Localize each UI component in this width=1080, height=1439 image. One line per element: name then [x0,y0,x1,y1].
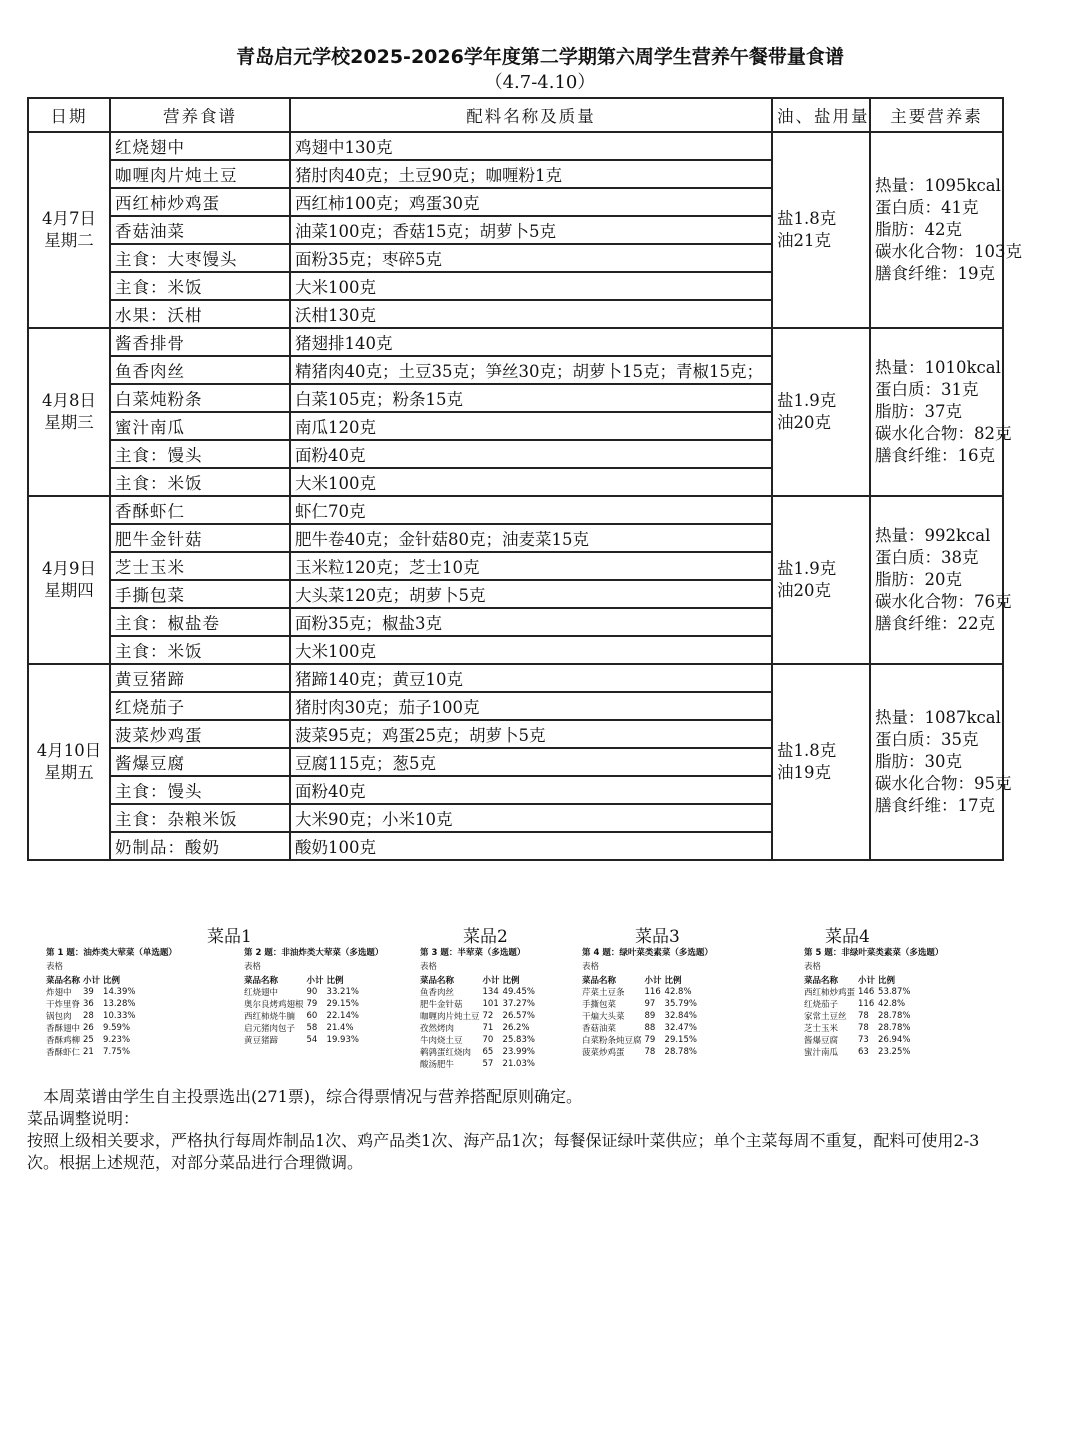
dish-ingredients: 虾仁70克 [290,496,772,524]
vote-col-count: 小计 [83,976,101,986]
weekday-text: 星期四 [44,581,94,600]
vote-header-row [420,974,538,986]
weekday-text: 星期五 [44,763,94,782]
vote-row [804,998,913,1010]
vote-dish: 白菜粉条炖豆腐 [582,1036,642,1046]
vote-dish: 香酥鸡柳 [46,1036,81,1046]
vote-count: 39 [83,987,94,997]
nutrition-fiber: 膳食纤维：17克 [875,796,995,815]
nutrition-carb: 碳水化合物：103克 [875,242,1022,261]
vote-ratio: 26.94% [878,1035,911,1045]
menu-body [28,132,1022,860]
dish-ingredients: 鸡翅中130克 [290,132,772,160]
vote-dish: 咖喱肉片炖土豆 [420,1012,480,1022]
vote-row [420,1010,538,1022]
dish-name: 水果：沃柑 [110,300,290,328]
vote-ratio: 42.8% [664,987,692,997]
vote-col-name: 菜品名称 [46,976,81,986]
vote-count: 65 [482,1047,494,1057]
nutrition-carb: 碳水化合物：95克 [875,774,1012,793]
adjust-title: 菜品调整说明： [27,1109,140,1128]
vote-row [420,1034,538,1046]
vote-ratio: 23.99% [502,1047,535,1057]
vote-ratio: 28.78% [664,1047,697,1057]
page-subtitle: （4.7-4.10） [484,72,596,93]
nutrition-cell [870,132,1022,328]
nutrition-protein: 蛋白质：31克 [875,380,979,399]
vote-col-count: 小计 [482,976,500,986]
category-title-2: 菜品2 [463,927,508,947]
category-title-4: 菜品4 [825,927,870,947]
dish-ingredients: 面粉35克；椒盐3克 [290,608,772,636]
vote-row [804,1034,913,1046]
vote-dish: 牛肉烧土豆 [420,1036,463,1046]
vote-row [244,1034,362,1046]
vote-count: 78 [644,1047,656,1057]
vote-result-table [420,974,538,1070]
date-text: 4月9日 [42,559,96,578]
vote-count: 57 [482,1059,494,1069]
vote-dish: 炸翅中 [46,988,72,998]
vote-ratio: 19.93% [326,1035,359,1045]
vote-ratio: 13.28% [103,999,136,1009]
vote-row [244,1010,362,1022]
date-text: 4月10日 [36,741,102,760]
notes [27,1086,1007,1174]
dish-name: 蜜汁南瓜 [110,412,290,440]
vote-dish: 启元猪肉包子 [244,1024,296,1034]
vote-row [420,986,538,998]
vote-row [244,986,362,998]
dish-name: 红烧茄子 [110,692,290,720]
vote-count: 58 [306,1023,318,1033]
vote-count: 116 [858,999,875,1009]
nutrition-carb: 碳水化合物：76克 [875,592,1012,611]
vote-row [420,998,538,1010]
dish-ingredients: 面粉35克；枣碎5克 [290,244,772,272]
dish-ingredients: 面粉40克 [290,776,772,804]
vote-dish: 鱼香肉丝 [420,988,455,998]
vote-dish: 黄豆猪蹄 [244,1036,279,1046]
nutrition-fat: 脂肪：20克 [875,570,962,589]
date-cell [28,664,110,860]
vote-row [804,986,913,998]
nutrition-energy: 热量：1087kcal [875,708,1001,727]
vote-table-5 [804,946,943,1058]
vote-dish: 鹌鹑蛋红烧肉 [420,1048,472,1058]
oil-salt-cell [772,496,870,664]
vote-count: 36 [83,999,94,1009]
vote-count: 21 [83,1047,94,1057]
vote-col-count: 小计 [644,976,662,986]
nutrition-fat: 脂肪：30克 [875,752,962,771]
vote-dish: 红烧茄子 [804,1000,839,1010]
dish-name: 主食：椒盐卷 [110,608,290,636]
vote-heading: 第 4 题：绿叶菜类素菜（多选题） [582,948,713,958]
vote-result-table [804,974,913,1058]
dish-ingredients: 豆腐115克；葱5克 [290,748,772,776]
vote-row [46,1034,138,1046]
nutrition-protein: 蛋白质：41克 [875,198,979,217]
vote-dish: 肥牛金针菇 [420,1000,463,1010]
header-date: 日期 [28,98,110,132]
vote-dish: 香酥翅中 [46,1024,81,1034]
page-title: 青岛启元学校2025-2026学年度第二学期第六周学生营养午餐带量食谱 [236,46,844,68]
vote-table-1 [46,946,177,1058]
vote-col-ratio: 比例 [502,976,520,986]
vote-dish: 干炸里脊 [46,1000,81,1010]
vote-dish: 酸汤肥牛 [420,1060,455,1070]
dish-name: 酱爆豆腐 [110,748,290,776]
dish-name: 西红柿炒鸡蛋 [110,188,290,216]
dish-name: 主食：大枣馒头 [110,244,290,272]
vote-ratio: 21.03% [502,1059,535,1069]
vote-row [46,998,138,1010]
vote-dish: 西红柿炒鸡蛋 [804,988,856,998]
vote-row [244,998,362,1010]
nutrition-energy: 热量：1095kcal [875,176,1001,195]
vote-ratio: 32.84% [664,1011,697,1021]
table-row [28,132,1003,160]
vote-dish: 奥尔良烤鸡翅根 [244,1000,304,1010]
dish-ingredients: 大头菜120克；胡萝卜5克 [290,580,772,608]
vote-row [582,1046,700,1058]
dish-ingredients: 猪肘肉30克；茄子100克 [290,692,772,720]
dish-name: 肥牛金针菇 [110,524,290,552]
vote-row [804,1022,913,1034]
vote-ratio: 29.15% [664,1035,697,1045]
dish-ingredients: 大米90克；小米10克 [290,804,772,832]
vote-heading: 第 3 题：半荤菜（多选题） [420,948,526,958]
dish-ingredients: 肥牛卷40克；金针菇80克；油麦菜15克 [290,524,772,552]
vote-heading: 第 5 题：非绿叶菜类素菜（多选题） [804,948,944,958]
dish-name: 鱼香肉丝 [110,356,290,384]
vote-count: 25 [83,1035,94,1045]
header-oil-salt: 油、盐用量 [772,98,870,132]
vote-subheading: 表格 [804,962,822,972]
vote-dish: 红烧翅中 [244,988,279,998]
category-titles [0,922,1080,946]
dish-ingredients: 油菜100克；香菇15克；胡萝卜5克 [290,216,772,244]
adjust-body: 按照上级相关要求，严格执行每周炸制品1次、鸡产品类1次、海产品1次；每餐保证绿叶菜供应；单个主菜每周不重复，配料可使用2-3次。根据上述规范，对部分菜品进行合理微调。 [27,1131,980,1172]
vote-row [804,1046,913,1058]
vote-count: 97 [644,999,656,1009]
vote-ratio: 7.75% [103,1047,131,1057]
nutrition-carb: 碳水化合物：82克 [875,424,1012,443]
dish-name: 咖喱肉片炖土豆 [110,160,290,188]
header-recipe: 营养食谱 [110,98,290,132]
dish-ingredients: 大米100克 [290,468,772,496]
header-nutrition: 主要营养素 [870,98,1003,132]
nutrition-fiber: 膳食纤维：16克 [875,446,995,465]
nutrition-fat: 脂肪：42克 [875,220,962,239]
vote-dish: 锅包肉 [46,1012,72,1022]
header-ingredients: 配料名称及质量 [290,98,772,132]
vote-ratio: 22.14% [326,1011,359,1021]
nutrition-cell [870,496,1012,664]
dish-name: 菠菜炒鸡蛋 [110,720,290,748]
vote-result-table [582,974,700,1058]
dish-ingredients: 猪翅排140克 [290,328,772,356]
vote-row [582,1034,700,1046]
oil-salt-cell [772,132,870,328]
dish-ingredients: 面粉40克 [290,440,772,468]
vote-header-row [244,974,362,986]
vote-col-ratio: 比例 [103,976,121,986]
vote-count: 60 [306,1011,318,1021]
nutrition-fiber: 膳食纤维：19克 [875,264,995,283]
weekday-text: 星期三 [44,413,94,432]
vote-row [804,1010,913,1022]
vote-ratio: 33.21% [326,987,359,997]
table-row [28,328,1003,356]
vote-header-row [804,974,913,986]
vote-count: 78 [858,1023,869,1033]
vote-ratio: 49.45% [502,987,535,997]
nutrition-energy: 热量：1010kcal [875,358,1001,377]
dish-name: 主食：米饭 [110,636,290,664]
dish-ingredients: 猪肘肉40克；土豆90克；咖喱粉1克 [290,160,772,188]
oil-salt-cell [772,328,870,496]
dish-name: 主食：杂粮米饭 [110,804,290,832]
vote-subheading: 表格 [244,962,262,972]
vote-ratio: 26.57% [502,1011,535,1021]
vote-ratio: 9.23% [103,1035,131,1045]
salt-amount: 盐1.8克 [777,741,837,760]
vote-ratio: 14.39% [103,987,136,997]
vote-count: 71 [482,1023,494,1033]
vote-ratio: 28.78% [878,1011,911,1021]
dish-ingredients: 西红柿100克；鸡蛋30克 [290,188,772,216]
vote-col-name: 菜品名称 [244,976,279,986]
table-row [28,664,1003,692]
vote-ratio: 26.2% [502,1023,530,1033]
vote-header-row [46,974,138,986]
nutrition-cell [870,664,1012,860]
vote-ratio: 35.79% [664,999,697,1009]
vote-dish: 香菇油菜 [582,1024,617,1034]
vote-ratio: 42.8% [878,999,906,1009]
vote-count: 63 [858,1047,869,1057]
vote-dish: 孜然烤肉 [420,1024,455,1034]
vote-col-ratio: 比例 [878,976,896,986]
category-title-1: 菜品1 [207,927,252,947]
vote-col-ratio: 比例 [326,976,344,986]
vote-subheading: 表格 [582,962,600,972]
dish-ingredients: 大米100克 [290,636,772,664]
dish-name: 香菇油菜 [110,216,290,244]
vote-col-count: 小计 [858,976,876,986]
date-cell [28,328,110,496]
vote-row [46,986,138,998]
nutrition-energy: 热量：992kcal [875,526,991,545]
nutrition-cell [870,328,1012,496]
salt-amount: 盐1.9克 [777,559,837,578]
dish-name: 芝士玉米 [110,552,290,580]
vote-heading: 第 2 题：非油炸类大荤菜（多选题） [244,948,384,958]
dish-name: 红烧翅中 [110,132,290,160]
vote-row [46,1022,138,1034]
vote-ratio: 29.15% [326,999,359,1009]
oil-amount: 油21克 [777,231,831,250]
dish-name: 白菜炖粉条 [110,384,290,412]
oil-amount: 油20克 [777,413,831,432]
vote-count: 79 [644,1035,656,1045]
vote-result-table [46,974,138,1058]
oil-amount: 油20克 [777,581,831,600]
dish-ingredients: 沃柑130克 [290,300,772,328]
dish-name: 酱香排骨 [110,328,290,356]
vote-col-name: 菜品名称 [420,976,455,986]
date-cell [28,132,110,328]
dish-ingredients: 猪蹄140克；黄豆10克 [290,664,772,692]
vote-count: 89 [644,1011,656,1021]
vote-ratio: 28.78% [878,1023,911,1033]
vote-count: 101 [482,999,499,1009]
vote-row [582,1010,700,1022]
vote-dish: 手撕包菜 [582,1000,617,1010]
dish-ingredients: 菠菜95克；鸡蛋25克；胡萝卜5克 [290,720,772,748]
dish-ingredients: 大米100克 [290,272,772,300]
nutrition-fiber: 膳食纤维：22克 [875,614,995,633]
dish-ingredients: 南瓜120克 [290,412,772,440]
table-row [28,496,1003,524]
vote-dish: 芝士玉米 [804,1024,839,1034]
vote-count: 88 [644,1023,656,1033]
vote-count: 116 [644,987,661,997]
vote-row [244,1022,362,1034]
vote-header-row [582,974,700,986]
vote-ratio: 9.59% [103,1023,131,1033]
vote-col-count: 小计 [306,976,324,986]
vote-table-2 [244,946,383,1046]
vote-subheading: 表格 [420,962,438,972]
vote-count: 90 [306,987,318,997]
dish-name: 手撕包菜 [110,580,290,608]
menu-table [27,97,1022,861]
nutrition-protein: 蛋白质：38克 [875,548,979,567]
category-title-3: 菜品3 [635,927,680,947]
vote-ratio: 21.4% [326,1023,354,1033]
dish-name: 主食：米饭 [110,468,290,496]
table-header-row [28,98,1003,132]
vote-row [582,1022,700,1034]
vote-heading: 第 1 题：油炸类大荤菜（单选题） [46,948,177,958]
dish-name: 主食：米饭 [110,272,290,300]
vote-row [46,1046,138,1058]
salt-amount: 盐1.9克 [777,391,837,410]
nutrition-protein: 蛋白质：35克 [875,730,979,749]
vote-count: 26 [83,1023,94,1033]
salt-amount: 盐1.8克 [777,209,837,228]
dish-name: 黄豆猪蹄 [110,664,290,692]
oil-amount: 油19克 [777,763,831,782]
weekday-text: 星期二 [44,231,94,250]
dish-ingredients: 白菜105克；粉条15克 [290,384,772,412]
vote-dish: 蜜汁南瓜 [804,1048,839,1058]
date-cell [28,496,110,664]
vote-result-table [244,974,362,1046]
vote-count: 73 [858,1035,869,1045]
vote-col-name: 菜品名称 [804,976,839,986]
date-text: 4月7日 [42,209,96,228]
dish-ingredients: 玉米粒120克；芝士10克 [290,552,772,580]
vote-ratio: 25.83% [502,1035,535,1045]
dish-name: 奶制品：酸奶 [110,832,290,860]
vote-dish: 菠菜炒鸡蛋 [582,1048,625,1058]
date-text: 4月8日 [42,391,96,410]
vote-col-ratio: 比例 [664,976,682,986]
vote-dish: 香酥虾仁 [46,1048,81,1058]
vote-dish: 家常土豆丝 [804,1012,847,1022]
dish-name: 香酥虾仁 [110,496,290,524]
vote-row [46,1010,138,1022]
vote-count: 70 [482,1035,494,1045]
vote-count: 78 [858,1011,869,1021]
dish-ingredients: 精猪肉40克；土豆35克；笋丝30克；胡萝卜15克；青椒15克； [290,356,772,384]
vote-count: 54 [306,1035,318,1045]
vote-col-name: 菜品名称 [582,976,617,986]
vote-ratio: 32.47% [664,1023,697,1033]
vote-row [420,1058,538,1070]
dish-ingredients: 酸奶100克 [290,832,772,860]
dish-name: 主食：馒头 [110,440,290,468]
vote-count: 134 [482,987,499,997]
vote-subheading: 表格 [46,962,64,972]
dish-name: 主食：馒头 [110,776,290,804]
vote-table-3 [420,946,538,1070]
vote-row [420,1022,538,1034]
nutrition-fat: 脂肪：37克 [875,402,962,421]
vote-table-4 [582,946,713,1058]
vote-dish: 酱爆豆腐 [804,1036,839,1046]
oil-salt-cell [772,664,870,860]
vote-row [420,1046,538,1058]
vote-ratio: 23.25% [878,1047,911,1057]
vote-ratio: 10.33% [103,1011,136,1021]
vote-count: 146 [858,987,875,997]
vote-ratio: 53.87% [878,987,911,997]
vote-count: 79 [306,999,318,1009]
vote-dish: 西红柿烧牛腩 [244,1012,296,1022]
vote-row [582,986,700,998]
vote-dish: 干煸大头菜 [582,1012,625,1022]
vote-row [582,998,700,1010]
vote-ratio: 37.27% [502,999,535,1009]
vote-info-text: 本周菜谱由学生自主投票选出(271票)，综合得票情况与营养搭配原则确定。 [43,1087,583,1106]
vote-count: 28 [83,1011,94,1021]
vote-dish: 芹菜土豆条 [582,988,625,998]
vote-count: 72 [482,1011,494,1021]
